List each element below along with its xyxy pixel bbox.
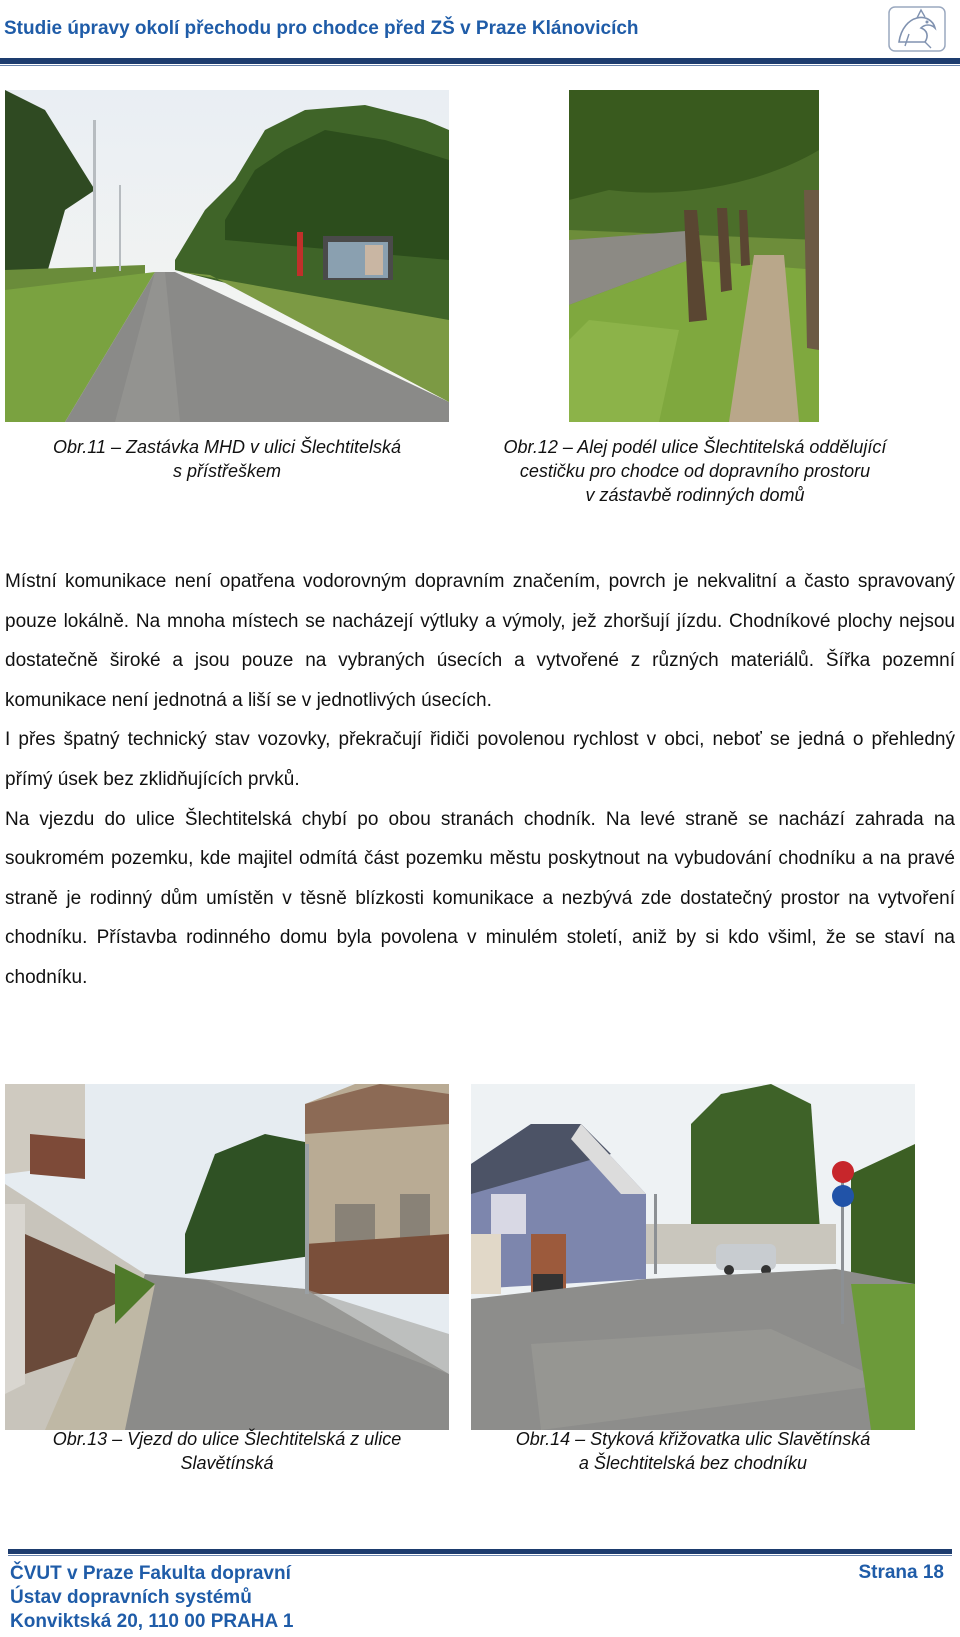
footer-rule: [8, 1549, 952, 1554]
paragraph: Místní komunikace není opatřena vodorovným dopravním značením, povrch je nekvalitní a často spravovaný pouze lokálně. Na mnoha místech se nacházejí výtluky a výmoly, jež zhoršují jízdu. Chodníkové plochy nejsou dostatečně široké a jsou pouze na vybraných úsecích a vytvořené z různých materiálů. Šířka pozemní komunikace není jednotná a liší se v jednotlivých úsecích.: [5, 571, 955, 711]
caption-line: Obr.11 – Zastávka MHD v ulici Šlechtitelská: [52, 437, 402, 457]
photo-tree-alley: [569, 90, 819, 422]
page-number: Strana 18: [858, 1562, 944, 1583]
body-text: [5, 562, 955, 998]
caption-line: Slavětínská: [180, 1453, 274, 1473]
caption-line: Obr.12 – Alej podél ulice Šlechtitelská oddělující: [503, 437, 887, 457]
footer-address: [10, 1562, 293, 1634]
photo-t-junction: [471, 1084, 915, 1430]
caption-line: Obr.13 – Vjezd do ulice Šlechtitelská z ulice: [52, 1429, 402, 1449]
photo-street-entrance: [5, 1084, 449, 1430]
university-logo-icon: [887, 4, 947, 54]
figure-12-caption: [470, 435, 920, 507]
paragraph: Na vjezdu do ulice Šlechtitelská chybí po obou stranách chodník. Na levé straně se nachází zahrada na soukromém pozemku, kde majitel odmítá část pozemku městu poskytnout na vybudování chodníku a na pravé straně je rodinný dům umístěn v těsně blízkosti komunikace a nezbývá zde dostatečný prostor na vytvoření chodníku. Přístavba rodinného domu byla povolena v minulém století, aniž by si kdo všiml, že se staví na chodníku.: [5, 808, 955, 988]
page-header-title: Studie úpravy okolí přechodu pro chodce před ZŠ v Praze Klánovicích: [4, 18, 639, 39]
figure-11-caption: [5, 435, 449, 483]
footer-line: Ústav dopravních systémů: [10, 1587, 252, 1608]
paragraph: I přes špatný technický stav vozovky, překračují řidiči povolenou rychlost v obci, neboť se jedná o přehledný přímý úsek bez zklidňujících prvků.: [5, 729, 955, 790]
figure-14-caption: [471, 1427, 915, 1475]
caption-line: cestičku pro chodce od dopravního prostoru: [519, 461, 871, 481]
footer-line: Konviktská 20, 110 00 PRAHA 1: [10, 1611, 294, 1632]
caption-line: a Šlechtitelská bez chodníku: [578, 1453, 808, 1473]
footer-line: ČVUT v Praze Fakulta dopravní: [10, 1563, 291, 1584]
header-rule: [0, 58, 960, 64]
caption-line: s přístřeškem: [172, 461, 282, 481]
figure-13-caption: [5, 1427, 449, 1475]
caption-line: v zástavbě rodinných domů: [585, 485, 805, 505]
photo-bus-stop: [5, 90, 449, 422]
caption-line: Obr.14 – Styková křižovatka ulic Slavětínská: [515, 1429, 871, 1449]
